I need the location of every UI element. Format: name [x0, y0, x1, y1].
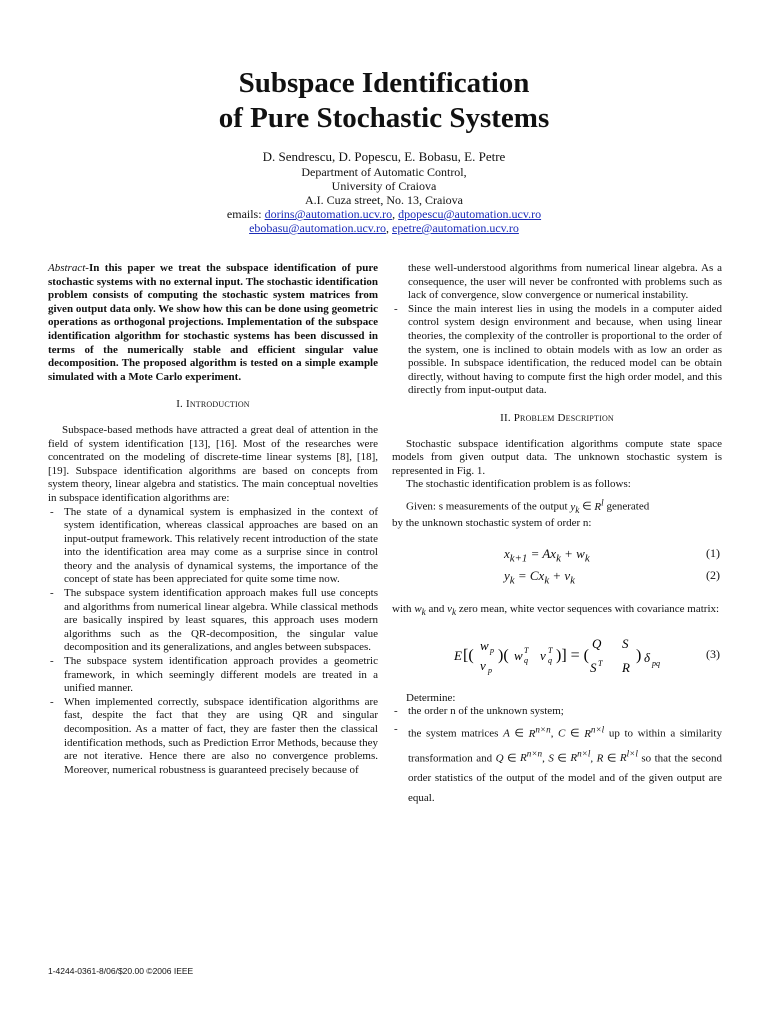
- equation-number: (1): [706, 545, 720, 560]
- determine-label: Determine:: [406, 691, 456, 704]
- copyright-footer: 1-4244-0361-8/06/$20.00 ©2006 IEEE: [48, 966, 194, 976]
- title-line-2: of Pure Stochastic Systems: [218, 102, 550, 134]
- svg-text:)(: )(: [498, 646, 509, 664]
- with-text: zero mean, white vector sequences with covariance matrix:: [458, 602, 720, 615]
- svg-text:R: R: [622, 659, 630, 675]
- equation-number: (3): [706, 646, 720, 661]
- emails-line-2: ebobasu@automation.ucv.ro, epetre@automation.ucv.ro: [249, 221, 519, 235]
- svg-text:q: q: [548, 655, 552, 665]
- svg-text:T: T: [548, 645, 553, 655]
- svg-text:S: S: [622, 635, 629, 651]
- abstract-text: In this paper we treat the subspace identification of pure stochastic systems with no external input. The stochastic identification problem consists of computing the stochastic system matrices from given output data only. We show how this can be done using geometric operations as orthogonal projections. Implementation of the subspace identification algorithm for stochastic systems has been discussed in terms of the numerically stable and efficient singular value decomposition. The proposed algorithm is tested on a simple example simulated with a Mote Carlo experiment.: [48, 262, 378, 383]
- svg-text:): ): [636, 646, 642, 664]
- list-text: up to within a similarity transformation and: [408, 727, 722, 765]
- emails-label: emails:: [226, 207, 262, 221]
- left-column: [48, 262, 378, 777]
- abstract-label: Abstract-: [48, 262, 89, 274]
- list-text: the system matrices: [408, 727, 499, 740]
- list-item: - The subspace system identification approach makes full use concepts and algorithms from numerical linear algebra. While classical methods are basically inspired by least squares, this approach uses modern algorithms such as the QR-decomposition, the singular value decomposition and its generalizations, and angles between subspaces.: [48, 587, 378, 655]
- svg-text:v: v: [540, 647, 546, 663]
- determine-list: [392, 705, 722, 808]
- svg-text:v: v: [480, 657, 486, 673]
- svg-text:w: w: [480, 637, 489, 653]
- right-column: [392, 262, 722, 808]
- list-item: - The subspace system identification approach provides a geometric framework, in which seemingly different models are treated in a unified manner.: [48, 655, 378, 696]
- email-link[interactable]: dorins@automation.ucv.ro: [264, 207, 393, 221]
- intro-list: [48, 506, 378, 778]
- intro-paragraph: Subspace-based methods have attracted a great deal of attention in the field of system identification [13], [16]. Most of the researches were concentrated on the modeling of discrete-time linear systems [8], [18], [19]. Subspace identification algorithms are based on concepts from system theory, linear algebra and statistics. The main conceptual novelties in subspace identification algorithms are:: [48, 423, 378, 504]
- equation-3: [392, 628, 722, 684]
- author-names: D. Sendrescu, D. Popescu, E. Bobasu, E. Petre: [262, 149, 506, 164]
- list-item: - When implemented correctly, subspace identification algorithms are fast, despite the fact that they are using QR and singular decomposition. As a matter of fact, they are faster then the classical identification methods, such as Prediction Error Methods, because they are not iterative. Hence there are also no convergence problems. Moreover, numerical robustness is guaranteed precisely because of: [48, 696, 378, 778]
- affiliation-dept: Department of Automatic Control,: [301, 165, 467, 179]
- svg-text:T: T: [524, 645, 529, 655]
- svg-text:q: q: [524, 655, 528, 665]
- svg-text:p: p: [488, 665, 492, 675]
- list-item-continued: these well-understood algorithms from numerical linear algebra. As a consequence, the user will never be confronted with problems such as lack of convergence, slow convergence or numerical instability.: [408, 262, 722, 302]
- svg-text:Q: Q: [592, 635, 602, 651]
- abstract: [48, 262, 378, 384]
- with-text: with: [392, 602, 412, 615]
- affiliation-university: University of Craiova: [331, 179, 437, 193]
- section-heading-introduction: I. Introduction: [176, 398, 250, 411]
- paper-title: [0, 66, 768, 136]
- list-item: - The state of a dynamical system is emphasized in the context of system identification, whereas classical approaches are based on an input-output framework. This relatively recent introduction of the state into the identification area may come as a surprise since in control theory and the analysis of dynamical systems, the importance of the concept of state has been appreciated for quite some time now.: [48, 506, 378, 588]
- svg-text:δ: δ: [644, 649, 651, 665]
- svg-text:S: S: [590, 659, 597, 675]
- given-line: Given: s measurements of the output $y_k$ ∈ $R^l$ generated: [406, 496, 650, 515]
- problem-paragraph: The stochastic identification problem is as follows:: [406, 478, 631, 491]
- given-text: generated: [606, 500, 650, 513]
- problem-paragraph: Stochastic subspace identification algorithms compute state space models from given output data. The unknown stochastic system is represented in Fig. 1.: [392, 437, 722, 477]
- email-link[interactable]: dpopescu@automation.ucv.ro: [398, 207, 542, 221]
- svg-text:w: w: [514, 647, 523, 663]
- svg-text:E: E: [454, 647, 462, 663]
- section-heading-problem: II. Problem Description: [500, 411, 614, 424]
- list-text: so that the second order statistics of the output of the model and of the given output are equal.: [408, 752, 723, 805]
- with-text: and: [428, 602, 445, 615]
- intro-list-continued: [392, 303, 722, 398]
- title-line-1: Subspace Identification: [238, 67, 530, 99]
- given-text: Given: s measurements of the output: [406, 500, 568, 513]
- author-block: [0, 150, 768, 235]
- equation-number: (2): [706, 567, 720, 582]
- emails-line-1: emails: dorins@automation.ucv.ro, dpopescu@automation.ucv.ro: [226, 207, 542, 221]
- svg-text:)] = (: )] = (: [556, 646, 590, 664]
- svg-text:T: T: [598, 658, 603, 668]
- svg-text:[(: [(: [463, 646, 474, 664]
- email-link[interactable]: ebobasu@automation.ucv.ro: [249, 221, 386, 235]
- svg-text:p: p: [490, 645, 494, 655]
- svg-text:pq: pq: [652, 658, 660, 668]
- with-line: with $w_k$ and $v_k$ zero mean, white vector sequences with covariance matrix:: [392, 602, 720, 618]
- given-text: by the unknown stochastic system of order n:: [392, 517, 592, 530]
- list-item: - Since the main interest lies in using the models in a computer aided control system design environment and because, when using linear theories, the complexity of the controller is proportional to the order of the system, one is inclined to obtain models with as low an order as possible. In subspace identification, the reduced model can be obtain directly, without having to compute first the high order model, and this directly from input-output data.: [392, 303, 722, 398]
- equation-2: $y_k = Cx_k + v_k$ (2): [504, 567, 720, 587]
- affiliation-address: A.I. Cuza street, No. 13, Craiova: [305, 193, 463, 207]
- list-item: - the system matrices A ∈ $R^{n\times n}$, C ∈ $R^{n\times l}$ up to within a similarity transformation and Q ∈ $R^{n\times n}$, S ∈ $R^{n\times l}$, R ∈ $R^{l\times l}$ so that the second order statistics of the output of the model and of the given output are equal.: [392, 719, 722, 808]
- list-item: - the order n of the unknown system;: [392, 705, 722, 719]
- covariance-equation: [450, 628, 670, 684]
- email-link[interactable]: epetre@automation.ucv.ro: [392, 221, 519, 235]
- equation-1: $x_{k+1} = Ax_k + w_k$ (1): [504, 545, 720, 565]
